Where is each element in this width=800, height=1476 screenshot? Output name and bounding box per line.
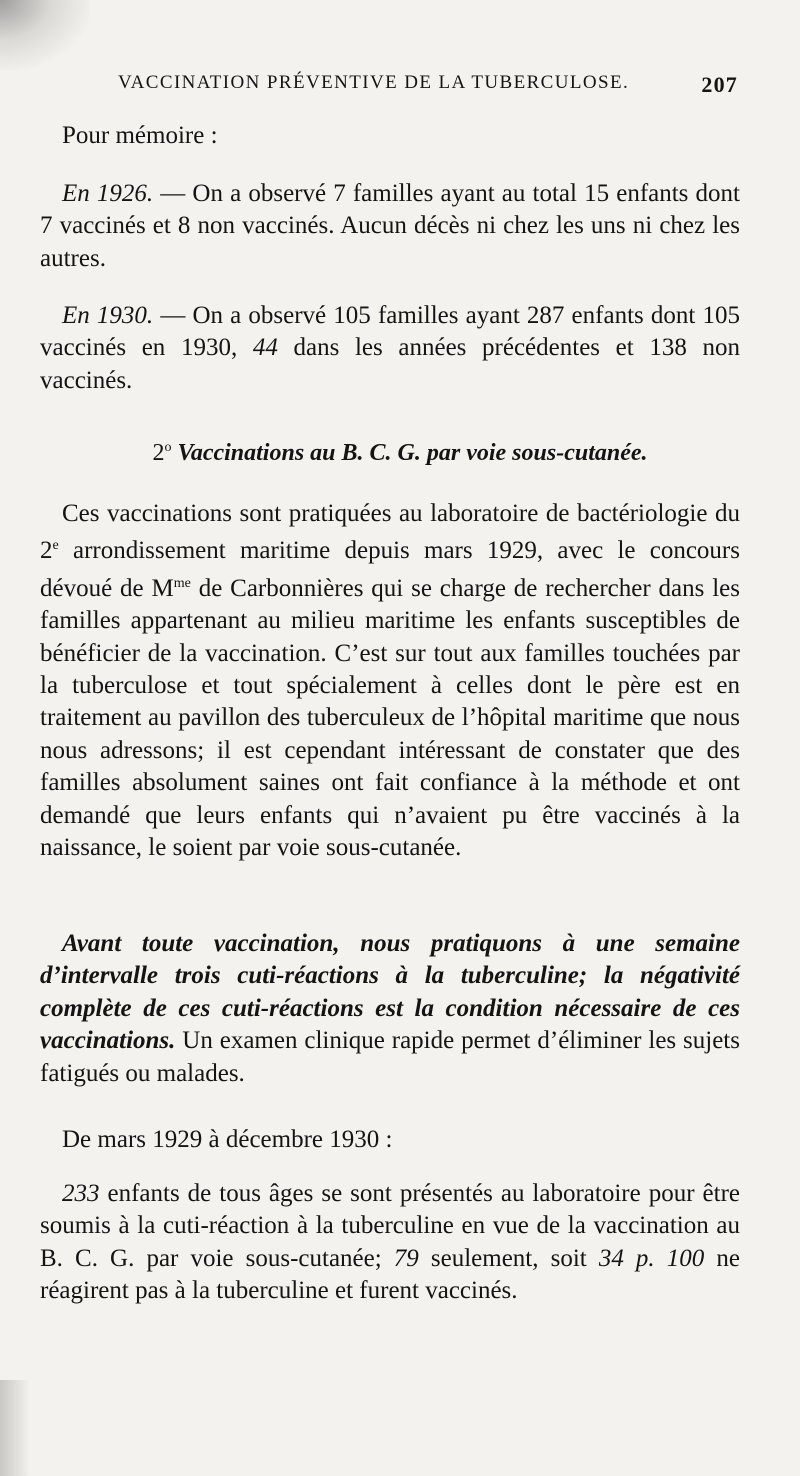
percentage-34: 34 p. 100 xyxy=(598,1244,705,1272)
italic-protocol: Avant toute vaccination, nous pratiquons à une semaine d’intervalle trois cuti-réactions à la tuberculine; la négativité complète de ces cuti-réactions est la condition nécessaire de ces vaccinations. xyxy=(40,930,740,1055)
period-line xyxy=(62,1124,662,1156)
text-1926: — On a observé 7 familles ayant au total 15 enfants dont 7 vaccinés et 8 non vaccinés. Aucun décès ni chez les uns ni chez les autres. xyxy=(40,180,740,272)
page-header xyxy=(118,72,738,106)
period-text: De mars 1929 à décembre 1930 : xyxy=(62,1126,393,1153)
number-44: 44 xyxy=(252,334,278,362)
corner-scan-artifact xyxy=(0,0,90,70)
section-number: 2 xyxy=(152,440,165,466)
text-1930-before: — On a observé 105 familles ayant 287 enfants dont 105 vaccinés en 1930, xyxy=(40,302,740,362)
paragraph-final xyxy=(40,1178,740,1308)
section-title: Vaccinations au B. C. G. par voie sous-cutanée. xyxy=(177,440,648,466)
year-1926: En 1926. xyxy=(62,180,154,207)
paragraph-main-part1: Ces vaccinations sont pratiquées au laboratoire de bactériologie du 2 xyxy=(40,500,740,565)
paragraph-final-t1: enfants de tous âges se sont présentés au laboratoire pour être soumis à la cuti-réaction à la tuberculine en vue de la vaccination au B. C. G. par voie sous-cutanée; xyxy=(40,1180,740,1272)
margin-scan-shadow xyxy=(0,1380,30,1476)
paragraph-main-text xyxy=(40,498,740,864)
paragraph-main-part3: de Carbonnières qui se charge de rechercher dans les familles appartenant au milieu maritime les enfants susceptibles de bénéficier de la vaccination. C’est sur tout aux familles touchées par la tuberculose et tout spécialement à celles dont le père est en traitement au pavillon des tuberculeux de l’hôpital maritime que nous nous adressons; il est cependant intéressant de constater que des familles absolument saines ont fait confiance à la méthode et ont demandé que leurs enfants qui n’avaient pu être vaccinés à la naissance, le soient par voie sous-cutanée. xyxy=(40,574,740,862)
page-number: 207 xyxy=(701,72,738,97)
memo-label-text: Pour mémoire : xyxy=(62,122,218,149)
paragraph-main-part2: arrondissement maritime depuis mars 1929, avec le concours dévoué de M xyxy=(40,537,740,602)
section-degree: o xyxy=(164,440,172,455)
paragraph-1926-text xyxy=(40,178,740,275)
memo-label xyxy=(62,120,362,152)
paragraph-italic xyxy=(40,928,740,1090)
paragraph-main xyxy=(40,498,740,864)
clinical-exam-text: Un examen clinique rapide permet d’éliminer les sujets fatigués ou malades. xyxy=(40,1027,740,1087)
paragraph-final-text xyxy=(40,1178,740,1308)
number-233: 233 xyxy=(62,1180,100,1207)
paragraph-1930-text xyxy=(40,300,740,397)
year-1930: En 1930. xyxy=(62,302,154,329)
paragraph-final-t2: seulement, soit xyxy=(418,1244,599,1272)
paragraph-italic-text xyxy=(40,928,740,1090)
text-1930-after: dans les années précédentes et 138 non vaccinés. xyxy=(40,334,740,394)
running-title: VACCINATION PRÉVENTIVE DE LA TUBERCULOSE. xyxy=(118,72,630,93)
number-79: 79 xyxy=(393,1244,419,1272)
paragraph-final-t3: ne réagirent pas à la tuberculine et furent vaccinés. xyxy=(40,1244,740,1305)
paragraph-1930 xyxy=(40,300,740,397)
superscript-e: e xyxy=(52,538,59,554)
section-heading xyxy=(0,440,800,467)
paragraph-1926 xyxy=(40,178,740,275)
superscript-me: me xyxy=(173,575,191,591)
